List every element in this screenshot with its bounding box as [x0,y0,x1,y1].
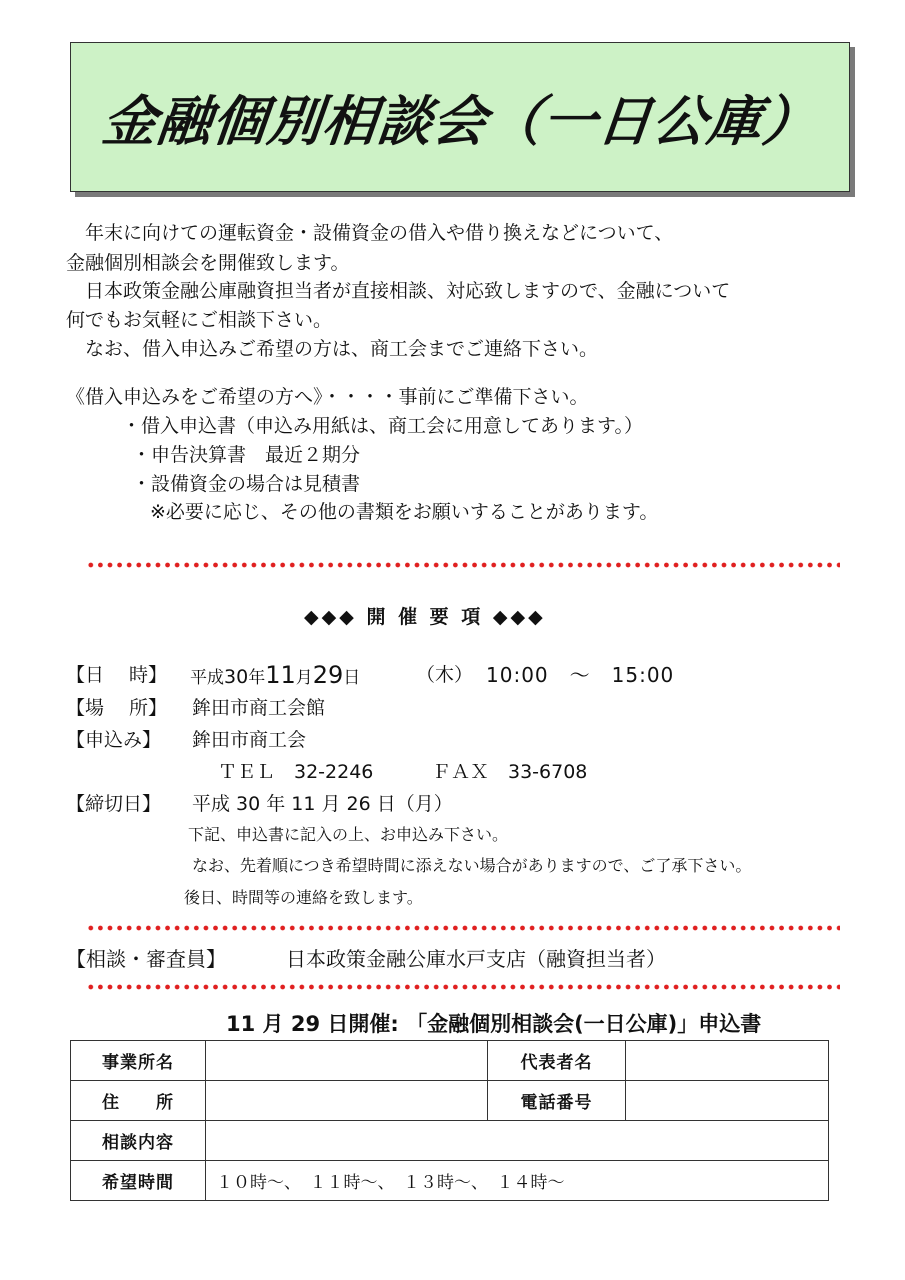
apply-label: 【申込み】 [66,729,162,751]
representative-label: 代表者名 [488,1041,626,1081]
prep-item: ・設備資金の場合は見積書 [132,473,361,495]
date-year-unit: 年 [248,668,266,688]
event-time: 10:00 ～ 15:00 [486,663,675,687]
page-title: 金融個別相談会（一日公庫） [98,89,821,153]
consultant-label: 【相談・審査員】 [66,947,226,971]
consultation-field[interactable] [206,1121,829,1161]
table-row [71,1041,829,1081]
table-row [71,1161,829,1201]
preferred-time-options[interactable]: １０時～、 １１時～、 １３時～、 １４時～ [206,1161,829,1201]
address-label: 住 所 [71,1081,206,1121]
prep-item: ・申告決算書 最近２期分 [132,444,361,466]
intro-line-5: なお、借入申込みご希望の方は、商工会までご連絡下さい。 [66,338,599,360]
title-banner [70,42,850,192]
dotted-divider [86,562,840,568]
application-form-table [70,1040,829,1201]
section-heading: ◆◆◆ 開 催 要 項 ◆◆◆ [304,606,546,628]
table-row [71,1121,829,1161]
business-name-field[interactable] [206,1041,488,1081]
intro-line-3: 日本政策金融公庫融資担当者が直接相談、対応致しますので、金融について [66,280,731,302]
apply-value: 鉾田市商工会 [192,729,307,751]
intro-line-1: 年末に向けての運転資金・設備資金の借入や借り換えなどについて、 [66,222,674,244]
preferred-time-label: 希望時間 [71,1161,206,1201]
event-date [190,660,360,693]
table-row [71,1081,829,1121]
fax-number: ＦＡＸ 33-6708 [432,761,588,783]
prep-note: ※必要に応じ、その他の書類をお願いすることがあります。 [150,501,659,523]
place-value: 鉾田市商工会館 [192,697,326,719]
form-title: 11 月 29 日開催: 「金融個別相談会(一日公庫)」申込書 [226,1012,762,1036]
date-month: 11 [265,661,296,689]
details-note: なお、先着順につき希望時間に添えない場合がありますので、ご了承下さい。 [192,856,752,875]
representative-field[interactable] [626,1041,829,1081]
intro-line-2: 金融個別相談会を開催致します。 [66,252,350,274]
details-note: 後日、時間等の連絡を致します。 [184,888,423,907]
date-day-unit: 日 [343,668,361,688]
phone-label: 電話番号 [488,1081,626,1121]
date-year: 30 [224,666,249,688]
date-weekday: （木） [416,664,474,686]
dotted-divider [86,984,840,990]
consultation-label: 相談内容 [71,1121,206,1161]
details-note: 下記、申込書に記入の上、お申込み下さい。 [188,825,509,844]
deadline-value: 平成 30 年 11 月 26 日（月） [192,793,453,815]
date-era: 平成 [190,668,224,688]
date-label: 【日 時】 [66,664,168,686]
date-day: 29 [312,661,344,689]
dotted-divider [86,925,840,931]
address-field[interactable] [206,1081,488,1121]
date-month-unit: 月 [295,668,313,688]
place-label: 【場 所】 [66,697,168,719]
prep-item: ・借入申込書（申込み用紙は、商工会に用意してあります。） [122,415,643,437]
prep-heading: 《借入申込みをご希望の方へ》・・・・事前にご準備下さい。 [66,386,589,408]
tel-number: ＴＥＬ 32-2246 [218,761,374,783]
business-name-label: 事業所名 [71,1041,206,1081]
phone-field[interactable] [626,1081,829,1121]
intro-line-4: 何でもお気軽にご相談下さい。 [66,309,333,331]
consultant-value: 日本政策金融公庫水戸支店（融資担当者） [286,947,666,971]
deadline-label: 【締切日】 [66,793,162,815]
